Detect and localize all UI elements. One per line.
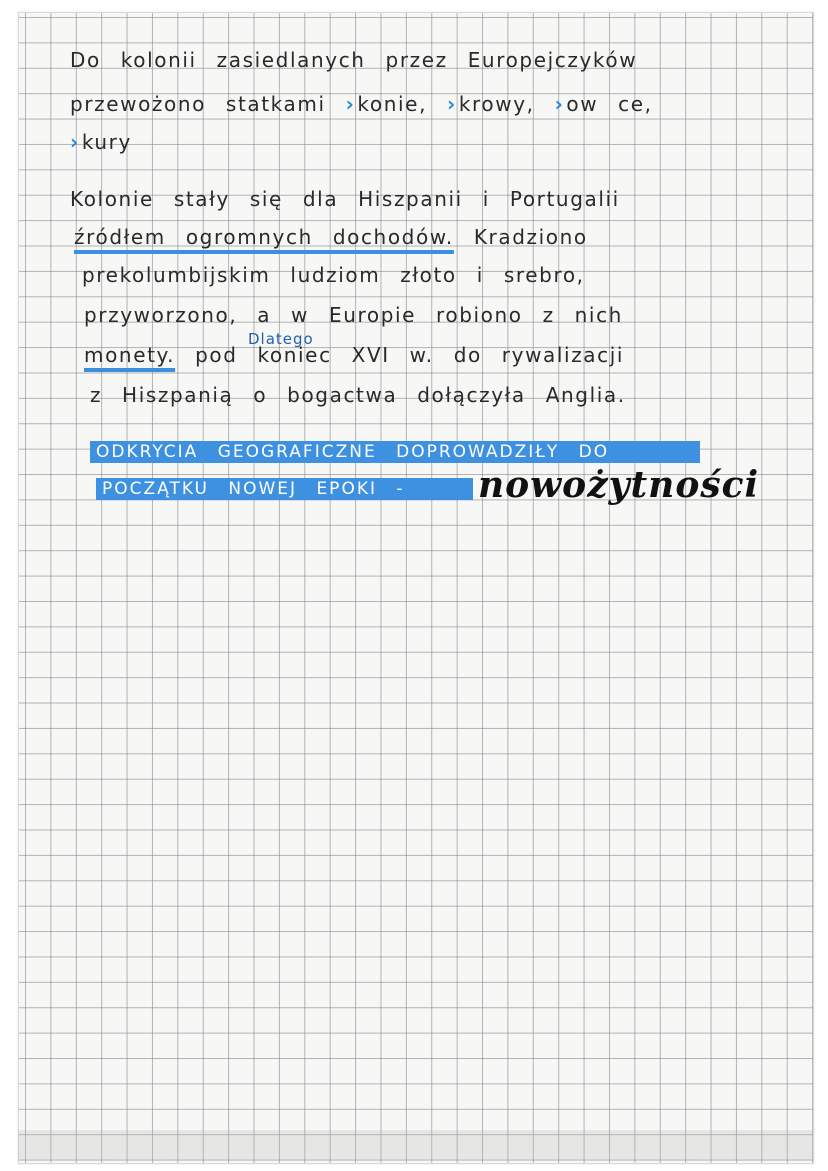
note-line-1: Do kolonii zasiedlanych przez Europejczyków	[70, 48, 638, 72]
note-line-3	[70, 130, 770, 154]
item-krowy: krowy,	[458, 92, 535, 116]
arrow-icon: ›	[70, 130, 80, 154]
note-line-9: z Hiszpanią o bogactwa dołączyła Anglia.	[90, 383, 626, 407]
item-kury: kury	[81, 130, 132, 154]
arrow-icon: ›	[554, 92, 565, 116]
arrow-icon: ›	[345, 92, 356, 116]
note-line-6: prekolumbijskim ludziom złoto i srebro,	[82, 263, 585, 287]
note-line-5	[74, 225, 774, 249]
grid-paper-page	[18, 12, 814, 1164]
note-line-8-rest: pod koniec XVI w. do rywalizacji	[195, 343, 625, 367]
note-line-2-start: przewożono statkami	[70, 92, 326, 116]
item-owce: ow ce,	[566, 92, 653, 116]
note-line-2	[70, 92, 770, 116]
note-line-4: Kolonie stały się dla Hiszpanii i Portugalii	[70, 187, 620, 211]
arrow-icon: ›	[447, 92, 457, 116]
script-word-nowozytnosci: nowożytności	[478, 464, 760, 506]
underlined-word-monety: monety.	[84, 343, 176, 367]
page-bottom-shadow	[18, 1130, 812, 1160]
highlight-line-2: POCZĄTKU NOWEJ EPOKI -	[96, 478, 473, 500]
note-line-8	[84, 343, 784, 367]
underlined-phrase-zrodlem: źródłem ogromnych dochodów.	[74, 225, 454, 249]
highlight-line-1: ODKRYCIA GEOGRAFICZNE DOPROWADZIŁY DO	[90, 441, 700, 463]
note-line-7: przyworzono, a w Europie robiono z nich	[84, 303, 623, 327]
inserted-word-dlatego: Dlatego	[248, 330, 314, 348]
note-line-5-rest: Kradziono	[473, 225, 588, 249]
item-konie: konie,	[357, 92, 428, 116]
